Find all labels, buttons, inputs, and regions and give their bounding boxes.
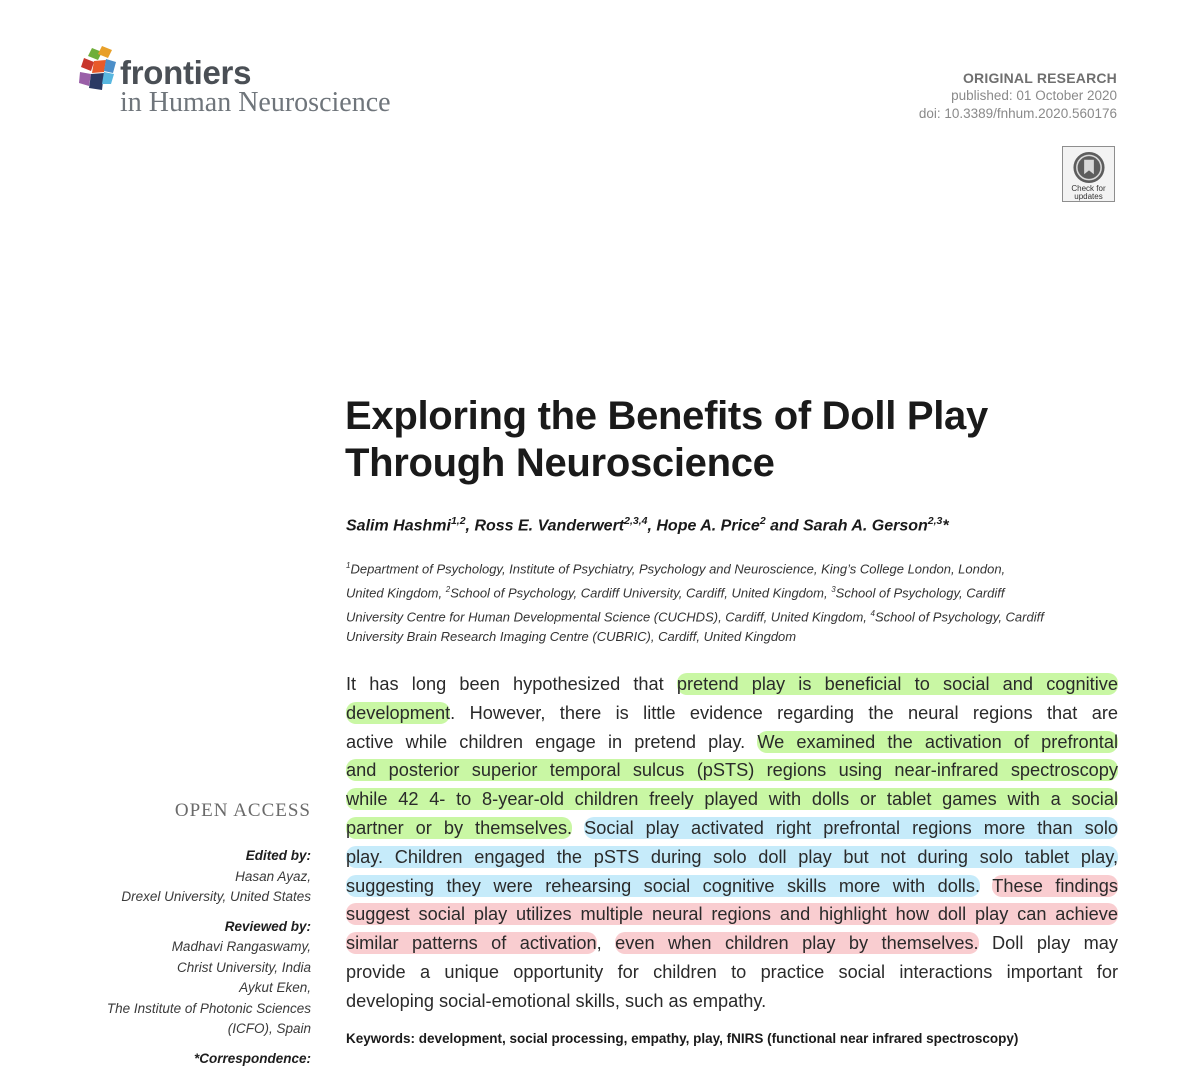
abstract-line: [346, 814, 1118, 843]
reviewer-affiliation: The Institute of Photonic Sciences: [106, 1000, 311, 1016]
author-affiliation-ref: 2,3: [927, 515, 943, 527]
journal-brand: frontiers: [120, 54, 252, 91]
affiliation-line: University Centre for Human Developmental Science (CUCHDS), Cardiff, United Kingdom, $^4$School of Psychology, Cardiff: [346, 608, 1044, 624]
edited-by-label: Edited by:: [245, 848, 311, 863]
abstract-line: developing social-emotional skills, such as empathy.: [346, 990, 767, 1011]
editorial-sidebar: [107, 846, 311, 1069]
abstract-line: It has long been hypothesized that pretend play is beneficial to social and cognitive: [346, 674, 1118, 694]
editor-affiliation: Drexel University, United States: [121, 889, 311, 904]
highlight-red: suggest social play utilizes multiple neural regions and highlight how doll play can achieve: [346, 904, 1118, 925]
author-affiliation-ref: 2: [759, 515, 766, 527]
article-title-line: Exploring the Benefits of Doll Play: [345, 394, 988, 438]
highlight-green: We examined the activation of prefrontal: [757, 731, 1118, 752]
published-date: published: 01 October 2020: [951, 88, 1117, 103]
highlight-blue: Social play activated right prefrontal regions more than solo: [584, 817, 1118, 838]
abstract: [346, 670, 1118, 1016]
editor-name[interactable]: Hasan Ayaz,: [235, 868, 311, 884]
article-title-line: Through Neuroscience: [345, 441, 775, 485]
highlight-blue: play. Children engaged the pSTS during solo doll play but not during solo tablet play,: [346, 846, 1118, 867]
affiliation-line: United Kingdom, $^2$School of Psychology, Cardiff University, Cardiff, United Kingdom, $^3$School of Psychology, Cardiff: [346, 584, 1005, 601]
highlight-red: similar patterns of activation: [346, 933, 597, 954]
abstract-line: [346, 843, 1118, 872]
reviewer-affiliation: (ICFO), Spain: [227, 1021, 311, 1036]
check-for-updates-button[interactable]: [1062, 146, 1115, 202]
author-name[interactable]: Ross E. Vanderwert: [474, 517, 625, 535]
article-meta: [919, 69, 1117, 123]
highlight-green: and posterior superior temporal sulcus (pSTS) regions using near-infrared spectroscopy: [346, 760, 1118, 781]
affiliation-line: University Brain Research Imaging Centre (CUBRIC), Cardiff, United Kingdom: [346, 629, 797, 645]
author-name[interactable]: Salim Hashmi: [346, 517, 451, 535]
doi-link[interactable]: doi: 10.3389/fnhum.2020.560176: [918, 106, 1117, 121]
article-type: ORIGINAL RESEARCH: [962, 70, 1117, 86]
abstract-line: provide a unique opportunity for children to practice social interactions important for: [346, 961, 1118, 982]
author-affiliation-ref: 1,2: [450, 515, 466, 527]
highlight-green: while 42 4- to 8-year-old children freely played with dolls or tablet games with a social: [346, 789, 1118, 810]
article-title: [345, 393, 1125, 487]
correspondence-label: *Correspondence:: [193, 1050, 311, 1066]
highlight-blue: suggesting they were rehearsing social cognitive skills more with dolls.: [346, 875, 981, 896]
frontiers-logo-icon: [78, 46, 118, 92]
highlight-green: partner or by themselves.: [346, 817, 573, 838]
author-name[interactable]: Sarah A. Gerson: [803, 517, 928, 535]
abstract-line: [346, 900, 1118, 929]
abstract-line: active while children engage in pretend play. We examined the activation of prefrontal: [346, 731, 1118, 752]
highlight-green: pretend play is beneficial to social and cognitive: [676, 674, 1118, 694]
open-access-label: OPEN ACCESS: [174, 800, 311, 821]
reviewer-affiliation: Christ University, India: [176, 959, 311, 975]
bookmark-circle-icon: [1071, 150, 1107, 185]
author-list: Salim Hashmi$^{1,2}$, Ross E. Vanderwert$^{2,3,4}$, Hope A. Price$^2$ and Sarah A. Gerson$^{2,3}$*: [346, 515, 949, 535]
reviewed-by-label: Reviewed by:: [224, 918, 311, 934]
abstract-line: development. However, there is little evidence regarding the neural regions that are: [346, 702, 1118, 723]
affiliation-line: $^1$Department of Psychology, Institute of Psychiatry, Psychology and Neuroscience, King’s College London, London,: [346, 561, 1006, 577]
reviewer-name[interactable]: Aykut Eken,: [239, 980, 311, 995]
highlight-red: These findings: [992, 875, 1118, 896]
author-affiliation-ref: 2,3,4: [624, 515, 648, 527]
affiliations: [346, 556, 1106, 648]
abstract-line: [346, 785, 1118, 814]
check-for-updates-label: Check for updates: [1071, 184, 1106, 201]
journal-name: in Human Neuroscience: [120, 87, 391, 118]
highlight-red: even when children play by themselves.: [615, 933, 979, 954]
author-name[interactable]: Hope A. Price: [656, 517, 760, 535]
highlight-green: development: [346, 702, 451, 723]
abstract-line: [346, 872, 1118, 901]
abstract-line: similar patterns of activation, even when children play by themselves. Doll play may: [346, 933, 1118, 954]
reviewer-name[interactable]: Madhavi Rangaswamy,: [171, 939, 311, 954]
keywords: Keywords: development, social processing, empathy, play, fNIRS (functional near infrared spectroscopy): [346, 1031, 1019, 1046]
abstract-line: [346, 756, 1118, 785]
